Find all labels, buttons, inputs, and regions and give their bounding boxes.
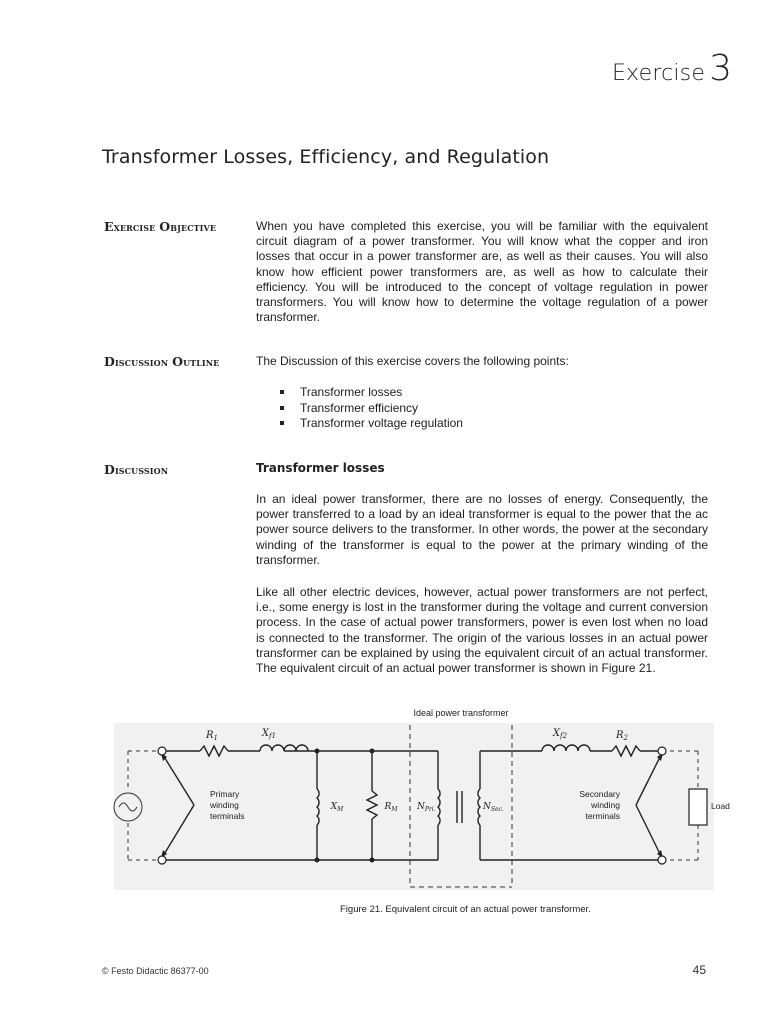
load-label: Load [711, 801, 730, 811]
figure-caption: Figure 21. Equivalent circuit of an actual power transformer. [340, 904, 591, 915]
secondary-label-line-2: winding [591, 800, 620, 810]
label-discussion-outline: Discussion Outline [104, 354, 220, 369]
discussion-paragraph-2: Like all other electric devices, however, actual power transformers are not perfect, i.e., some energy is lost in the transformer during the voltage and current conversion process. In the case of actual power transformers, power is even lost when no load is connected to the transformer. The origin of the various losses in an actual power transformer can be explained by using the equivalent circuit of an actual transformer. The equivalent circuit of an actual power transformer is shown in Figure 21. [256, 585, 708, 676]
outline-intro: The Discussion of this exercise covers the following points: [256, 354, 569, 368]
terminal-icon [658, 747, 666, 755]
discussion-paragraph-1: In an ideal power transformer, there are no losses of energy. Consequently, the power transferred to a load by an ideal transformer is equal to the power that the ac power source delivers to the transformer. In other words, the power at the secondary winding of the transformer is equal to the power at the primary winding of the transformer. [256, 492, 708, 567]
label-xm: $X_M$ [330, 802, 344, 813]
circuit-diagram [114, 705, 730, 890]
label-npri: $N_{Pri.}$ [417, 802, 436, 813]
exercise-word: Exercise [611, 61, 706, 86]
objective-text: When you have completed this exercise, you will be familiar with the equivalent circuit diagram of a power transformer. You will know what the copper and iron losses that occur in a power transformer are, as well as their causes. You will also know how efficient power transformers are, as well as how to calculate their efficiency. You will be introduced to the concept of voltage regulation in power transformers. You will know how to determine the voltage regulation of a power transformer. [256, 219, 708, 325]
figure-equivalent-circuit [114, 705, 730, 890]
secondary-label-line-1: Secondary [579, 789, 620, 799]
list-item: Transformer losses [256, 385, 463, 401]
terminal-icon [158, 747, 166, 755]
label-xf1: $X_{f1}$ [261, 728, 277, 740]
exercise-number: 3 [709, 48, 732, 89]
page-number: 45 [692, 963, 706, 977]
figure-background [114, 723, 714, 890]
footer-copyright: © Festo Didactic 86377-00 [102, 966, 209, 976]
ideal-transformer-label: Ideal power transformer [413, 708, 509, 718]
terminal-icon [158, 856, 166, 864]
label-nsec: $N_{Sec.}$ [483, 802, 504, 813]
terminal-icon [658, 856, 666, 864]
load-icon [689, 789, 707, 825]
list-item: Transformer efficiency [256, 401, 463, 417]
primary-label-line-1: Primary [210, 789, 240, 799]
label-xf2: $X_{f2}$ [552, 728, 568, 740]
primary-label-line-2: winding [210, 800, 239, 810]
label-rm: $R_M$ [384, 802, 398, 813]
label-r2: $R_2$ [616, 730, 628, 742]
primary-label-line-3: terminals [210, 811, 245, 821]
secondary-label-line-3: terminals [585, 811, 620, 821]
outline-list [256, 385, 463, 432]
label-discussion: Discussion [104, 462, 169, 477]
subheading-transformer-losses: Transformer losses [256, 461, 385, 475]
page-title: Transformer Losses, Efficiency, and Regulation [102, 146, 550, 168]
list-item: Transformer voltage regulation [256, 416, 463, 432]
label-r1: $R_1$ [206, 730, 218, 742]
label-exercise-objective: Exercise Objective [104, 219, 217, 234]
exercise-header [612, 48, 732, 89]
